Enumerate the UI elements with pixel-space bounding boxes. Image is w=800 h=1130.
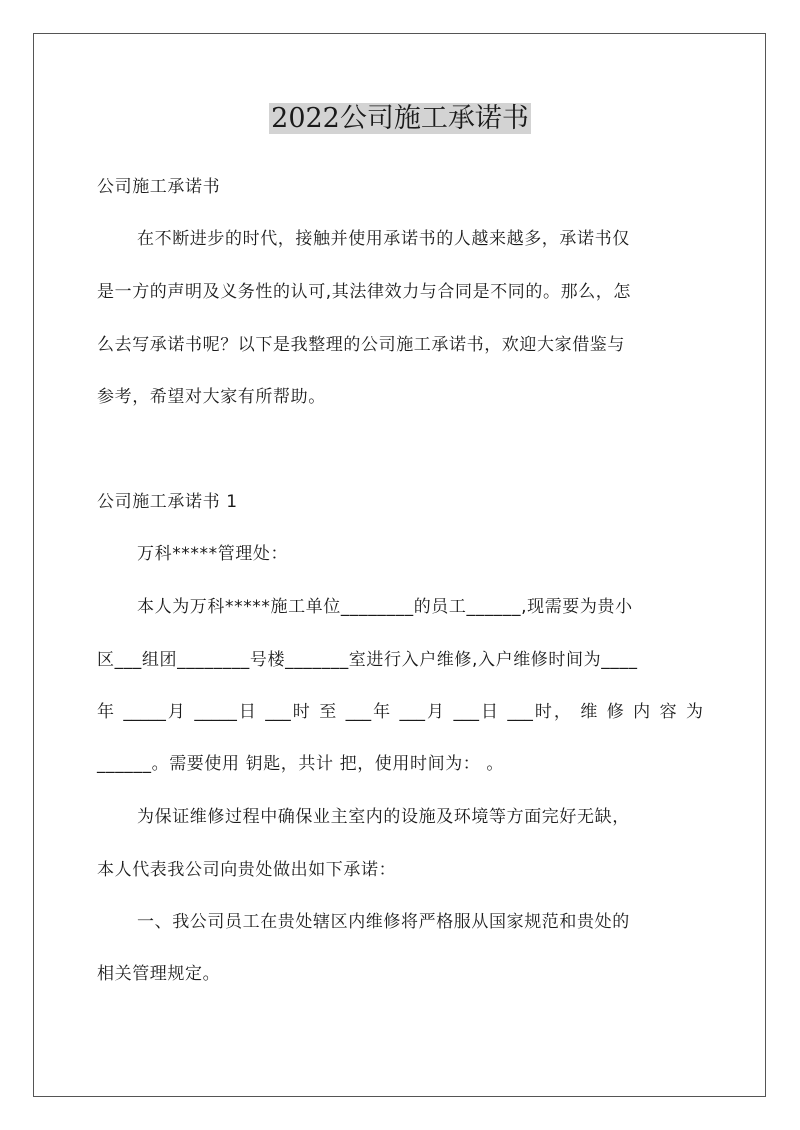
letter-body-line-2: 区___组团________号楼_______室进行入户维修,入户维修时间为____	[97, 650, 638, 670]
letter-body-line-4: ______。需要使用 钥匙，共计 把，使用时间为： 。	[97, 754, 505, 774]
section-heading: 公司施工承诺书	[97, 177, 221, 197]
intro-line-2: 是一方的声明及义务性的认可,其法律效力与合同是不同的。那么，怎	[97, 282, 632, 302]
letter-salutation: 万科*****管理处：	[137, 544, 289, 564]
letter-body-line-3: 年 _____月 _____日 ___时 至 ___年 ___月 ___日 ___时， 维 修 内 容 为	[97, 702, 703, 722]
promise-intro-line-1: 为保证维修过程中确保业主室内的设施及环境等方面完好无缺，	[137, 807, 630, 827]
intro-line-4: 参考，希望对大家有所帮助。	[97, 387, 326, 407]
intro-line-1: 在不断进步的时代，接触并使用承诺书的人越来越多，承诺书仅	[137, 229, 630, 249]
letter-body-line-1: 本人为万科*****施工单位________的员工______,现需要为贵小	[137, 597, 633, 617]
document-title: 2022公司施工承诺书	[271, 103, 529, 134]
letter-1-heading: 公司施工承诺书 1	[97, 492, 238, 512]
promise-item-1-line-1: 一、我公司员工在贵处辖区内维修将严格服从国家规范和贵处的	[137, 912, 630, 932]
intro-line-3: 么去写承诺书呢？以下是我整理的公司施工承诺书，欢迎大家借鉴与	[97, 335, 625, 355]
promise-item-1-line-2: 相关管理规定。	[97, 964, 221, 984]
promise-intro-line-2: 本人代表我公司向贵处做出如下承诺：	[97, 860, 397, 880]
